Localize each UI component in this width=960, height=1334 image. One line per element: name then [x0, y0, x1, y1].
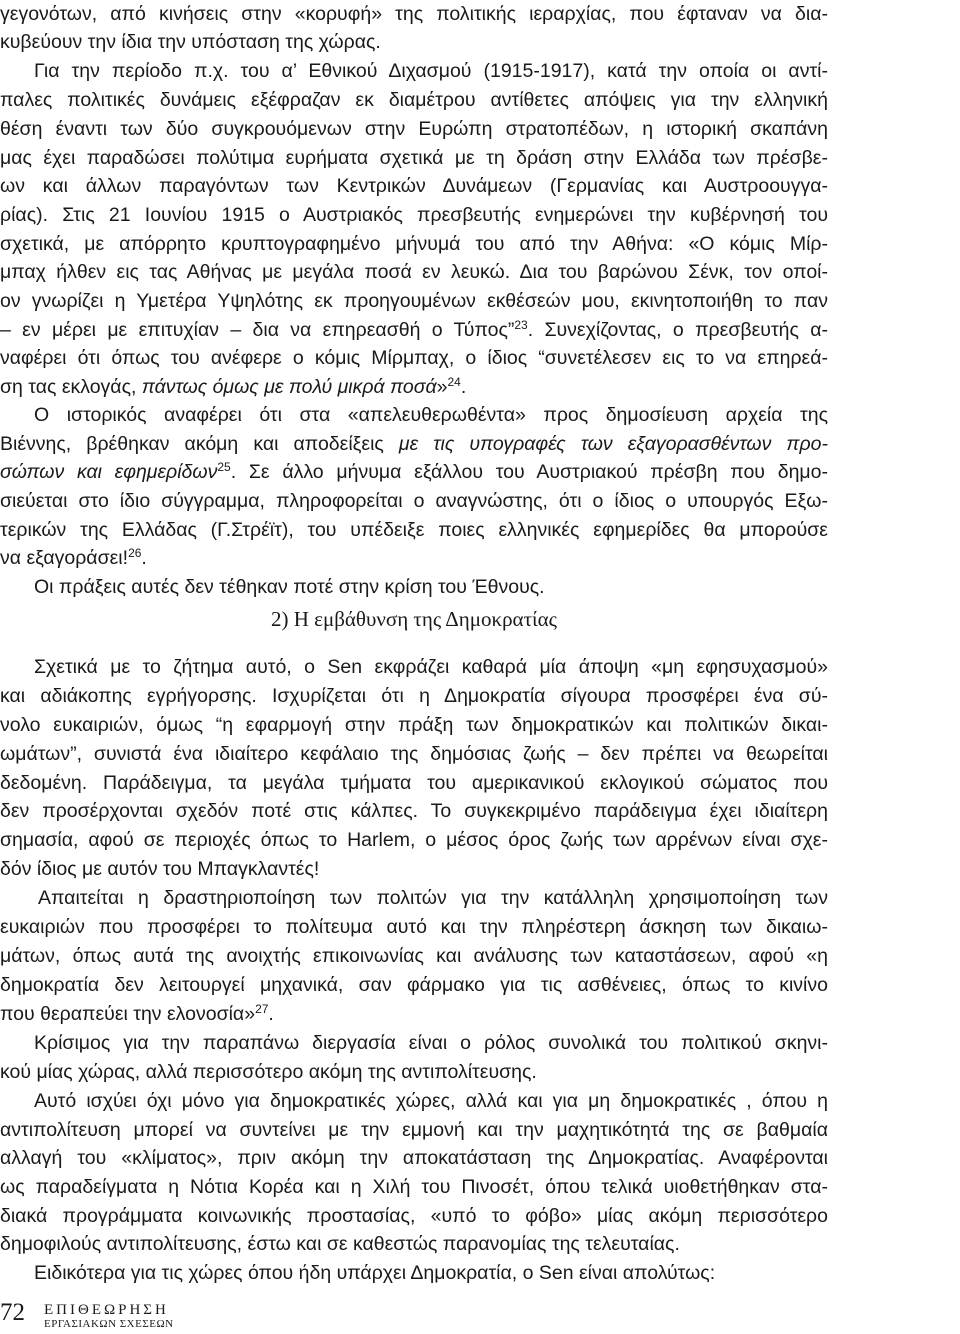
text-line: σημασία, αφού σε περιοχές όπως το Harlem, ο μέσος όρος ζωής των αρρένων είναι σχε- [0, 829, 828, 851]
text-line [0, 373, 828, 401]
text-line: αντιπολίτευση μπορεί να συντείνει με την εμμονή και την μαχητικότητά της σε βαθμαία [0, 1119, 828, 1141]
text-line: μπαχ ήλθεν εις τας Αθήνας με μεγάλα ποσά εν λευκώ. Δια του βαρώνου Σένκ, τον οποί- [0, 261, 828, 283]
text-line: ων και άλλων παραγόντων των Κεντρικών Δυνάμεων (Γερμανίας και Αυστροουγγα- [0, 175, 828, 197]
text-segment: – εν μέρει με επιτυχίαν – δια να επηρεασθή ο Τύπος” [0, 319, 515, 341]
text-line: Σχετικά με το ζήτημα αυτό, ο Sen εκφράζει καθαρά μία άποψη «μη εφησυχασμού» [34, 656, 828, 678]
footnote-ref: 26 [128, 546, 142, 560]
text-line: Αυτό ισχύει όχι μόνο για δημοκρατικές χώρες, αλλά και για μη δημοκρατικές , όπου η [34, 1090, 828, 1112]
text-line [0, 458, 828, 486]
text-line: σχετικά, με απόρρητο κρυπτογραφημένο μήνυμά του από την Αθήνα: «Ο κόμις Μίρ- [0, 233, 828, 255]
page-number: 72 [0, 1299, 25, 1326]
text-line: ως παραδείγματα η Νότια Κορέα και η Χιλή του Πινοσέτ, όπου τελικά υιοθετήθηκαν στα- [0, 1176, 828, 1198]
text-segment: που θεραπεύει την ελονοσία» [0, 1003, 256, 1025]
text-line: παλες πολιτικές δυνάμεις εξέφραζαν εκ διαμέτρου αντίθετες απόψεις για την ελληνική [0, 89, 828, 111]
text-line: θέση έναντι των δύο συγκρουόμενων στην Ευρώπη στρατοπέδων, η ιστορική σκαπάνη [0, 118, 828, 140]
text-line: δεν προσέρχονται σχεδόν ποτέ στις κάλπες. Το συγκεκριμένο παράδειγμα έχει ιδιαίτερη [0, 800, 828, 822]
text-line: νολο ευκαιριών, όμως “η εφαρμογή στην πράξη των δημοκρατικών και πολιτικών δικαι- [0, 714, 828, 736]
journal-subtitle: ΕΡΓΑΣΙΑΚΩΝ ΣΧΕΣΕΩΝ [44, 1318, 174, 1330]
text-line: ον γνωρίζει η Υμετέρα Υψηλότης εκ προηγουμένων εκθέσεών μου, εκινητοποιήθη το παν [0, 290, 828, 312]
footnote-ref: 23 [514, 318, 528, 332]
text-line: ωμάτων”, συνιστά ένα ιδιαίτερο κεφάλαιο της δημόσιας ζωής – δεν πρέπει να θεωρείται [0, 743, 828, 765]
italic-text: με τις υπογραφές των εξαγορασθέντων προ- [398, 433, 828, 455]
text-segment: . Συνεχίζοντας, ο πρεσβευτής α- [527, 319, 828, 341]
journal-footer [44, 1302, 174, 1331]
text-line [0, 1000, 828, 1028]
text-line: κού μίας χώρας, αλλά περισσότερο ακόμη της αντιπολίτευσης. [0, 1061, 537, 1083]
text-line: Κρίσιμος για την παραπάνω διεργασία είναι ο ρόλος συνολικά του πολιτικού σκηνι- [34, 1032, 828, 1054]
text-line: σιεύεται στο ίδιο σύγγραμμα, πληροφορείται ο αναγνώστης, ότι ο ίδιος ο υπουργός Εξω- [0, 490, 828, 512]
text-line [0, 544, 828, 572]
text-line: Ειδικότερα για τις χώρες όπου ήδη υπάρχει Δημοκρατία, ο Sen είναι απολύτως: [34, 1262, 716, 1284]
text-segment: » [436, 376, 448, 398]
text-line: δόν ίδιος με αυτόν του Μπαγκλαντές! [0, 858, 320, 880]
text-line: Για την περίοδο π.χ. του α’ Εθνικού Διχασμού (1915-1917), κατά την οποία οι αντί- [34, 60, 828, 82]
footnote-ref: 24 [447, 375, 461, 389]
text-line: Απαιτείται η δραστηριοποίηση των πολιτών για την κατάλληλη χρησιμοποίηση των [38, 887, 828, 909]
text-segment: . [460, 376, 467, 398]
text-line [0, 316, 828, 344]
text-line: ρίας). Στις 21 Ιουνίου 1915 ο Αυστριακός πρεσβευτής ενημερώνει την κυβέρνησή του [0, 204, 828, 226]
section-heading: 2) Η εμβάθυνση της Δημοκρατίας [271, 607, 557, 631]
text-line: δεδομένη. Παράδειγμα, τα μεγάλα τμήματα του αμερικανικού εκλογικού σώματος που [0, 772, 828, 794]
text-line: ναφέρει ότι όπως του ανέφερε ο κόμις Μίρμπαχ, ο ίδιος “συνετέλεσεν εις το να επηρεά- [0, 347, 828, 369]
text-line: διακά προγράμματα κοινωνικής προστασίας, «υπό το φόβο» μίας ακόμη περισσότερο [0, 1205, 828, 1227]
text-line: αλλαγή του «κλίματος», πριν ακόμη την αποκατάσταση της Δημοκρατίας. Αναφέρονται [0, 1147, 828, 1169]
text-line: κυβεύουν την ίδια την υπόσταση της χώρας. [0, 31, 381, 53]
text-line: δημοκρατία δεν λειτουργεί μηχανικά, σαν φάρμακο για τις ασθένειες, όπως το κινίνο [0, 974, 828, 996]
journal-title: ΕΠΙΘΕΩΡΗΣΗ [44, 1302, 169, 1318]
text-segment: να εξαγοράσει! [0, 547, 129, 569]
text-segment: Βιέννης, βρέθηκαν ακόμη και αποδείξεις [0, 433, 399, 455]
footnote-ref: 25 [217, 460, 231, 474]
text-line [0, 430, 828, 458]
italic-text: πάντως όμως με πολύ μικρά ποσά [141, 376, 437, 398]
footnote-ref: 27 [255, 1002, 269, 1016]
italic-text: σώπων και εφημερίδων [0, 461, 218, 483]
text-line: Ο ιστορικός αναφέρει ότι στα «απελευθερωθέντα» προς δημοσίευση αρχεία της [34, 404, 828, 426]
text-line: δημοφιλούς αντιπολίτευσης, έστω και σε καθεστώς παρανομίας της τελευταίας. [0, 1233, 680, 1255]
text-line: γεγονότων, από κινήσεις στην «κορυφή» της πολιτικής ιεραρχίας, που έφταναν να δια- [0, 3, 828, 25]
text-line: και αδιάκοπης εγρήγορσης. Ισχυρίζεται ότι η Δημοκρατία σίγουρα προσφέρει ένα σύ- [0, 685, 828, 707]
text-line: μάτων, όπως αυτά της ανοιχτής επικοινωνίας και ανάλυσης των καταστάσεων, αφού «η [0, 945, 828, 967]
text-segment: . [141, 547, 147, 569]
text-segment: . [268, 1003, 274, 1025]
text-segment: ση τας εκλογάς, [0, 376, 142, 398]
text-line: μας έχει παραδώσει πολύτιμα ευρήματα σχετικά με τη δράση στην Ελλάδα των πρέσβε- [0, 147, 828, 169]
text-line: τερικών της Ελλάδας (Γ.Στρέϊτ), του υπέδειξε ποιες ελληνικές εφημερίδες θα μπορούσε [0, 519, 828, 541]
text-segment: . Σε άλλο μήνυμα εξάλλου του Αυστριακού πρέσβη που δημο- [230, 461, 828, 483]
text-line: Οι πράξεις αυτές δεν τέθηκαν ποτέ στην κρίση του Έθνους. [34, 576, 545, 598]
text-line: ευκαιριών που προσφέρει το πολίτευμα αυτό και την πληρέστερη άσκηση των δικαιω- [0, 916, 828, 938]
